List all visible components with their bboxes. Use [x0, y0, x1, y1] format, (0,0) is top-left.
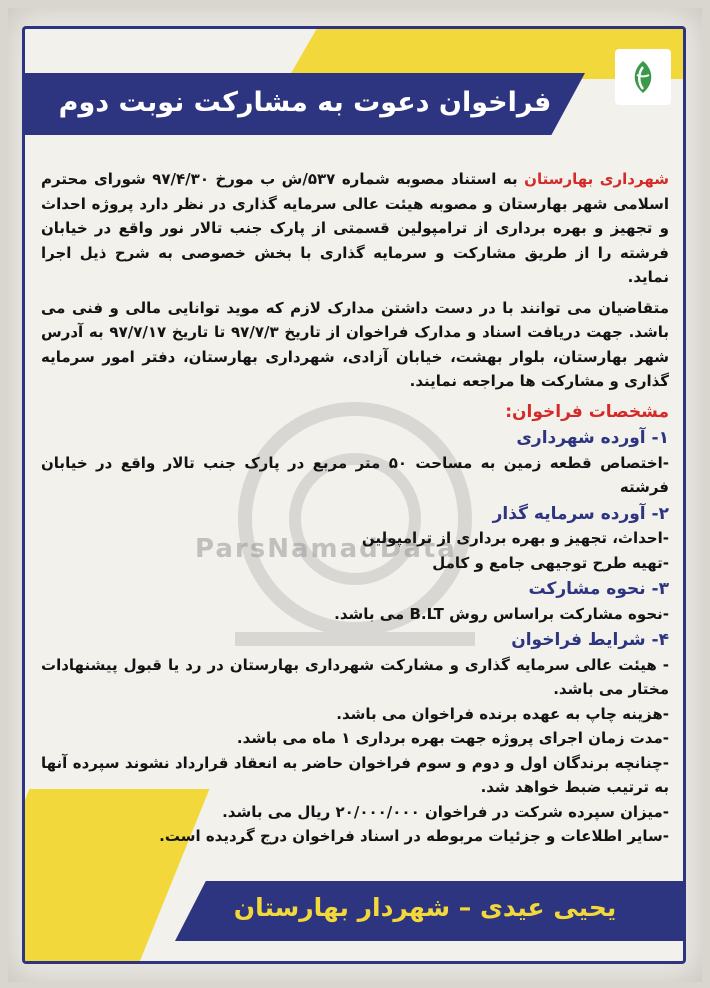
intro-paragraph — [41, 167, 669, 290]
specs-heading: مشخصات فراخوان: — [505, 401, 669, 422]
section-heading: ۳- نحوه مشارکت — [528, 579, 669, 599]
watermark-text: ParsNamadData — [195, 534, 457, 564]
section-item: -سایر اطلاعات و جزئیات مربوطه در اسناد فراخوان درج گردیده است. — [159, 827, 669, 845]
section-item: -نحوه مشارکت براساس روش B.LT می باشد. — [334, 604, 669, 623]
section-item: -اختصاص قطعه زمین به مساحت ۵۰ متر مربع در پارک جنب تالار واقع در خیابان فرشته — [41, 453, 669, 496]
ad-body — [41, 167, 669, 849]
section-item: -میزان سپرده شرکت در فراخوان ۲۰/۰۰۰/۰۰۰ ریال می باشد. — [222, 802, 669, 821]
ad-frame — [22, 26, 686, 964]
applicants-paragraph: متقاضیان می توانند با در دست داشتن مدارک لازم که موید توانایی مالی و فنی می باشد. جهت دریافت اسناد و مدارک فراخوان از تاریخ ۹۷/۷/۳ تا تاریخ ۹۷/۷/۱۷ به آدرس شهر بهارستان، بلوار بهشت، خیابان آزادی، شهرداری بهارستان، دفتر امور سرمایه گذاری و مشارکت ها مراجعه نمایند. — [41, 298, 669, 390]
ad-title: فراخوان دعوت به مشارکت نوبت دوم — [58, 87, 552, 118]
section-heading: ۴- شرایط فراخوان — [511, 630, 669, 650]
municipality-logo — [615, 49, 671, 105]
newspaper-page — [8, 8, 702, 982]
section-item: -هزینه چاپ به عهده برنده فراخوان می باشد. — [336, 704, 669, 723]
section-heading: ۱- آورده شهرداری — [516, 428, 669, 448]
section-heading: ۲- آورده سرمایه گذار — [492, 503, 669, 524]
section-item: -مدت زمان اجرای پروژه جهت بهره برداری ۱ ماه می باشد. — [236, 729, 669, 747]
sections-list — [41, 426, 669, 849]
section-item: -احداث، تجهیز و بهره برداری از ترامپولین — [361, 529, 669, 547]
leaf-logo-icon — [623, 57, 663, 97]
signature: یحیی عیدی – شهردار بهارستان — [233, 893, 617, 922]
intro-text: به استناد مصوبه شماره ۵۳۷/ش ب مورخ ۹۷/۴/۳۰ شورای محترم اسلامی شهر بهارستان و مصوبه هیئت عالی سرمایه گذاری در نظر دارد پروژه احداث و تجهیز و بهره برداری از ترامپولین قسمتی از پارک جنب تالار نور واقع در خیابان فرشته را از طریق مشارکت و سرمایه گذاری با بخش خصوصی به شرح ذیل اجرا نماید. — [41, 170, 669, 286]
section-item: - هیئت عالی سرمایه گذاری و مشارکت شهرداری بهارستان در رد یا قبول پیشنهادات مختار می باشد. — [41, 655, 669, 698]
section-item: -تهیه طرح توجیهی جامع و کامل — [432, 553, 669, 572]
section-item: -چنانچه برندگان اول و دوم و سوم فراخوان حاضر به انعقاد قرارداد نشوند سپرده آنها به ترتیب ضبط خواهد شد. — [41, 753, 669, 796]
municipality-name: شهرداری بهارستان — [524, 170, 669, 188]
